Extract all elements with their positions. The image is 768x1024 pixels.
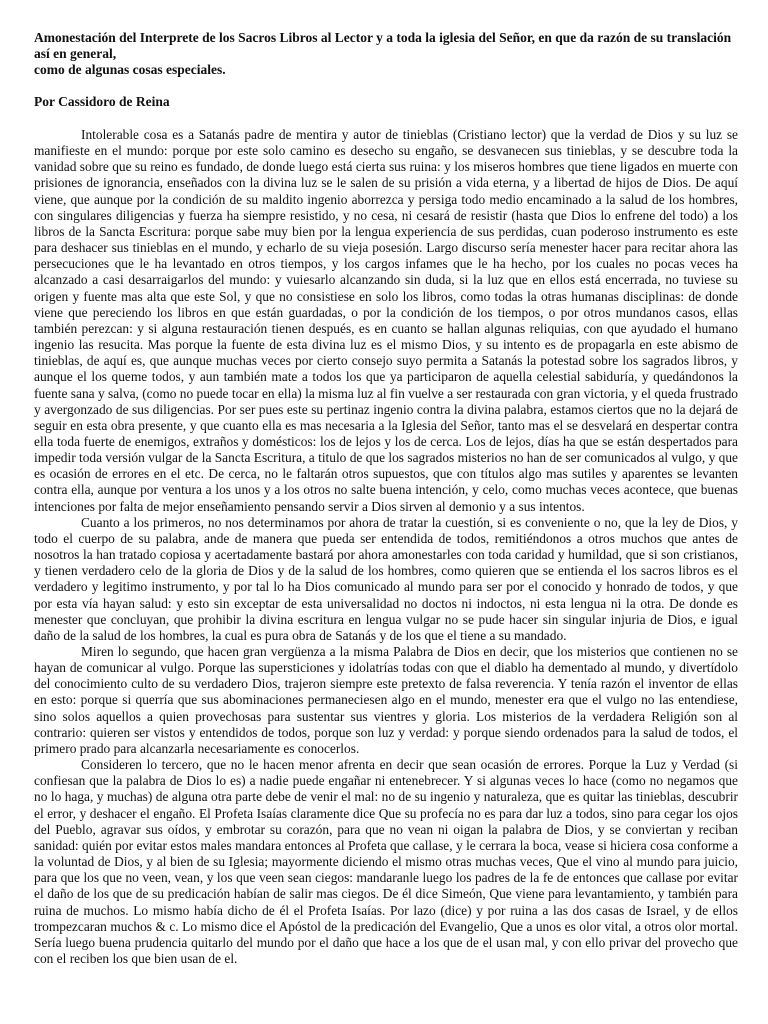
document-title: [34, 30, 738, 78]
document-author: Por Cassidoro de Reina: [34, 94, 170, 109]
title-line: como de algunas cosas especiales.: [34, 62, 226, 77]
document-page: [34, 30, 738, 1020]
paragraph: Miren lo segundo, que hacen gran vergüenza a la misma Palabra de Dios en decir, que los misterios que contienen no se hayan de comunicar al vulgo. Porque las supersticiones y idolatrías todas con que el diablo ha dementado al mundo, y divertídolo del conocimiento culto de su verdadero Dios, trajeron siempre este pretexto de falsa reverencia. Y tenía razón el inventor de ellas en esto: porque si querría que sus abominaciones permaneciesen algo en el mundo, menester era que el vulgo no las entendiese, sino solos aquellos a quien provechosas para sustentar sus vientres y gloria. Los misterios de la verdadera Religión son al contrario: quieren ser vistos y entendidos de todos, porque son luz y verdad: y porque siendo ordenados para la salud de todos, el primero prado para alcanzarla necesariamente es conocerlos.: [34, 644, 738, 756]
paragraph: Cuanto a los primeros, no nos determinamos por ahora de tratar la cuestión, si es conveniente o no, que la ley de Dios, y todo el cuerpo de su palabra, ande de manera que pueda ser entendida de todos, remitiéndonos a otros muchos que antes de nosotros la han tratado copiosa y acertadamente bastará por ahora amonestarles con toda caridad y humildad, que si son cristianos, y tienen verdadero celo de la gloria de Dios y de la salud de los hombres, como quieren que se entienda el los sacros libros es el verdadero y legitimo instrumento, y por tal lo ha Dios comunicado al mundo para ser por el conocido y honrado de todos, y que por esta vía hayan salud: y esto sin exceptar de esta universalidad no doctos ni indoctos, ni esta lengua ni la otra. De donde es menester que concluyan, que prohibir la divina escritura en lengua vulgar no se pude hacer sin singular injuria de Dios, e igual daño de la salud de los hombres, la cual es pura obra de Satanás y de los que el tiene a su mandado.: [34, 514, 738, 643]
title-line: Amonestación del Interprete de los Sacros Libros al Lector y a toda la iglesia del Señor, en que da razón de su translación así en general,: [34, 30, 732, 61]
paragraph: Consideren lo tercero, que no le hacen menor afrenta en decir que sean ocasión de errores. Porque la Luz y Verdad (si confiesan que la palabra de Dios lo es) a nadie puede engañar ni entenebrecer. Y si algunas veces lo hace (como no negamos que no lo haga, y muchas) de alguna otra parte debe de venir el mal: no de su ingenio y naturaleza, que es quitar las tinieblas, descubrir el error, y deshacer el engaño. El Profeta Isaías claramente dice Que su profecía no es para dar luz a todos, sino para cegar los ojos del Pueblo, agravar sus oídos, y embrotar su corazón, para que no vean ni oigan la palabra de Dios, y se conviertan y reciban sanidad: quién por evitar estos males mandara entonces al Profeta que callase, y le cerrara la boca, vease si hiciera cosa conforme a la voluntad de Dios, y al bien de su Iglesia; mayormente diciendo el mismo otras muchas veces, Que el vino al mundo para juicio, para que los que no veen, vean, y los que veen sean ciegos: mandaranle luego los padres de la fe de entonces que callase por evitar el daño de los que de su predicación habían de salir mas ciegos. De él dice Simeón, Que viene para levantamiento, y también para ruina de muchos. Lo mismo había dicho de él el Profeta Isaías. Por lazo (dice) y por ruina a las dos casas de Israel, y de ellos trompezcaran muchos & c. Lo mismo dice el Apóstol de la predicación del Evangelio, Que a unos es olor vital, a otros olor mortal. Sería luego buena prudencia quitarlo del mundo por el daño que hace a los que de el usan mal, y con ello privar del provecho que con el reciben los que bien usan de el.: [34, 757, 738, 966]
paragraph: Intolerable cosa es a Satanás padre de mentira y autor de tinieblas (Cristiano lector) que la verdad de Dios y su luz se manifieste en el mundo: porque por este solo camino es desecho su engaño, se desvanecen sus tinieblas, y se descubre toda la vanidad sobre que su reino es fundado, de donde luego está cierta sus ruina: y los miseros hombres que tiene ligados en muerte con prisiones de ignorancia, enseñados con la divina luz se le salen de su prisión a vida eterna, y a libertad de hijos de Dios. De aquí viene, que aunque por la condición de su maldito ingenio aborrezca y persiga todo medio encaminado a la salud de los hombres, con singulares diligencias y fuerza ha siempre resistido, y no cesa, ni cesará de resistir (hasta que Dios lo enfrene del todo) a los libros de la Sancta Escritura: porque sabe muy bien por la lengua experiencia de sus perdidas, cuan poderoso instrumento es este para deshacer sus tinieblas en el mundo, y echarlo de su vieja posesión. Largo discurso sería menester hacer para recitar ahora las persecuciones que le ha levantado en otros tiempos, y los cargos infames que le ha hecho, por los cuales no pocas veces ha alcanzado a casi desarraigarlos del mundo: y vuiesarlo alcanzando sin duda, si la luz que en ellos está encerrada, no tuviese su origen y fuente mas alta que este Sol, y que no consistiese en solo los libros, como todas la otras humanas disciplinas: de donde viene que pereciendo los libros en que están guardadas, o por la condición de los tiempos, o por otros mundanos casos, ellas también perezcan: y si alguna restauración tienen después, es en cuanto se hallan algunas reliquias, con que ayudado el humano ingenio las resucita. Mas porque la fuente de esta divina luz es el mismo Dios, y su intento es de propagarla en este abismo de tinieblas, de aquí es, que aunque muchas veces por cierto consejo suyo permita a Satanás la potestad sobre los sagrados libros, y aunque el los queme todos, y aun también mate a todos los que ya participaron de aquella celestial sabiduría, y quedándonos la fuente sana y salva, (como no puede tocar en ella) la misma luz al fin vuelve a ser restaurada con gran victoria, y el queda frustrado y avergonzado de sus diligencias. Por ser pues este su pertinaz ingenio contra la divina palabra, estamos ciertos que no la dejará de seguir en esta obra presente, y que cuanto ella es mas necesaria a la Iglesia del Señor, tanto mas el se desvelará en despertar contra ella toda fuerte de enemigos, extraños y domésticos: los de lejos y los de cerca. Los de lejos, días ha que se están despertados para impedir toda versión vulgar de la Sancta Escritura, a titulo de que los sagrados misterios no han de ser comunicados al vulgo, y que es ocasión de errores en el etc. De cerca, no le faltarán otros supuestos, que con títulos algo mas sutiles y aparentes se levanten contra ella, aunque por ventura a los unos y a los otros no salte buena intención, y celo, como muchas veces acontece, que buenas intenciones por falta de mejor enseñamiento pensando servir a Dios sirven al demonio y a sus intentos.: [34, 127, 738, 514]
document-body: [34, 127, 738, 967]
